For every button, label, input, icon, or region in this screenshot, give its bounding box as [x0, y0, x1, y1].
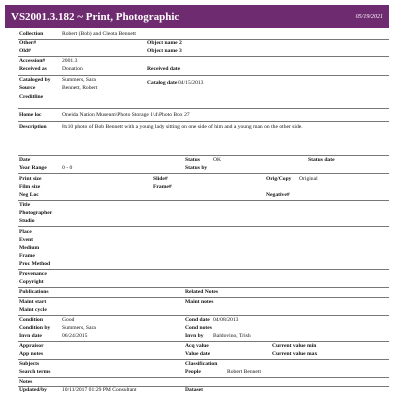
- received-as-label: Received as: [19, 66, 47, 72]
- current-value-min-label: Current value min: [272, 343, 317, 349]
- cond-date-label: Cond date: [185, 317, 210, 323]
- received-as-value: Donation: [62, 66, 83, 72]
- negative-number-label: Negative#: [266, 192, 290, 198]
- invn-date-value: 06/24/2015: [62, 333, 88, 339]
- record-title: VS2001.3.182 ~ Print, Photographic: [11, 10, 180, 23]
- publications-label: Publications: [19, 289, 49, 295]
- date-label: Date: [19, 157, 31, 163]
- condition-label: Condition: [19, 317, 43, 323]
- cond-notes-label: Cond notes: [185, 325, 212, 331]
- people-label: People: [185, 369, 201, 375]
- catalog-date-label: Catalog date: [147, 80, 178, 86]
- maint-start-label: Maint start: [19, 299, 47, 305]
- invn-by-label: Invn by: [185, 333, 204, 339]
- divider: [18, 341, 389, 342]
- provenance-label: Provenance: [19, 271, 47, 277]
- creditline-label: Creditline: [19, 94, 44, 100]
- received-date-label: Received date: [147, 66, 181, 72]
- subjects-label: Subjects: [19, 361, 40, 367]
- old-number-label: Old#: [19, 48, 31, 54]
- divider: [18, 173, 389, 174]
- frame-label: Frame: [19, 253, 35, 259]
- catalog-date-value: 04/15/2013: [178, 80, 204, 86]
- print-size-label: Print size: [19, 176, 42, 182]
- orig-copy-value: Original: [299, 176, 318, 182]
- collection-value: Robert (Bob) and Cleota Bennett: [62, 31, 136, 37]
- frame-number-label: Frame#: [153, 184, 172, 190]
- divider: [18, 155, 389, 156]
- current-value-max-label: Current value max: [272, 351, 318, 357]
- maint-notes-label: Maint notes: [185, 299, 214, 305]
- medium-label: Medium: [19, 245, 40, 251]
- divider: [18, 359, 389, 360]
- source-value: Bennett, Robert: [62, 85, 98, 91]
- value-date-label: Value date: [185, 351, 211, 357]
- appraisor-label: Appraisor: [19, 343, 44, 349]
- film-size-label: Film size: [19, 184, 41, 190]
- divider: [18, 108, 389, 109]
- app-notes-label: App notes: [19, 351, 44, 357]
- divider: [18, 75, 389, 76]
- description-label: Description: [19, 124, 47, 130]
- slide-number-label: Slide#: [153, 176, 168, 182]
- home-loc-value: Oneida Nation Museum\Photo Storage 1\4\Photo Box 27: [62, 112, 190, 118]
- year-range-label: Year Range: [19, 165, 47, 171]
- description-value: 8x10 photo of Bob Bennett with a young lady sitting on one side of him and a young man on the other side.: [62, 124, 303, 130]
- acq-value-label: Acq value: [185, 343, 209, 349]
- maint-cycle-label: Maint cycle: [19, 307, 47, 313]
- cataloged-by-value: Summers, Sara: [62, 77, 96, 83]
- home-loc-label: Home loc: [19, 112, 42, 118]
- neg-loc-label: Neg Loc: [19, 192, 39, 198]
- divider: [18, 287, 389, 288]
- orig-copy-label: Orig/Copy: [266, 176, 292, 182]
- year-range-value: 0 - 0: [62, 165, 73, 171]
- status-date-label: Status date: [308, 157, 335, 163]
- copyright-label: Copyright: [19, 279, 44, 285]
- divider: [18, 269, 389, 270]
- related-notes-label: Related Notes: [185, 289, 219, 295]
- dataset-label: Dataset: [185, 387, 204, 393]
- source-label: Source: [19, 85, 36, 91]
- event-label: Event: [19, 237, 33, 243]
- proc-method-label: Proc Method: [19, 261, 51, 267]
- divider: [18, 226, 389, 227]
- place-label: Place: [19, 229, 32, 235]
- search-terms-label: Search terms: [19, 369, 51, 375]
- condition-value: Good: [62, 317, 75, 323]
- people-value: Robert Bennett: [227, 369, 262, 375]
- divider: [18, 121, 389, 122]
- divider: [18, 56, 389, 57]
- divider: [18, 377, 389, 378]
- title-label: Title: [19, 202, 31, 208]
- status-by-label: Status by: [185, 165, 208, 171]
- condition-by-value: Summers, Sara: [62, 325, 96, 331]
- record-header: [5, 5, 389, 28]
- cataloged-by-label: Cataloged by: [19, 77, 51, 83]
- invn-date-label: Invn date: [19, 333, 42, 339]
- divider: [18, 39, 389, 40]
- condition-by-label: Condition by: [19, 325, 51, 331]
- cond-date-value: 04/08/2013: [213, 317, 239, 323]
- object-name-2-label: Object name 2: [147, 40, 182, 46]
- accession-value: 2001.3: [62, 58, 78, 64]
- record-print-date: 05/19/2021: [355, 13, 383, 20]
- object-name-3-label: Object name 3: [147, 48, 182, 54]
- status-label: Status: [185, 157, 200, 163]
- collection-label: Collection: [19, 31, 44, 37]
- divider: [18, 200, 389, 201]
- classification-label: Classification: [185, 361, 218, 367]
- notes-label: Notes: [19, 379, 33, 385]
- accession-label: Accession#: [19, 58, 46, 64]
- status-value: OK: [213, 157, 222, 163]
- updated-by-label: Updated/by: [19, 387, 47, 393]
- updated-by-value: 10/11/2017 01:29 PM Consultant: [62, 387, 137, 393]
- divider: [18, 315, 389, 316]
- invn-by-value: Baldovino, Trish: [213, 333, 251, 339]
- divider: [18, 297, 389, 298]
- photographer-label: Photographer: [19, 210, 53, 216]
- other-number-label: Other#: [19, 40, 37, 46]
- studio-label: Studio: [19, 218, 35, 224]
